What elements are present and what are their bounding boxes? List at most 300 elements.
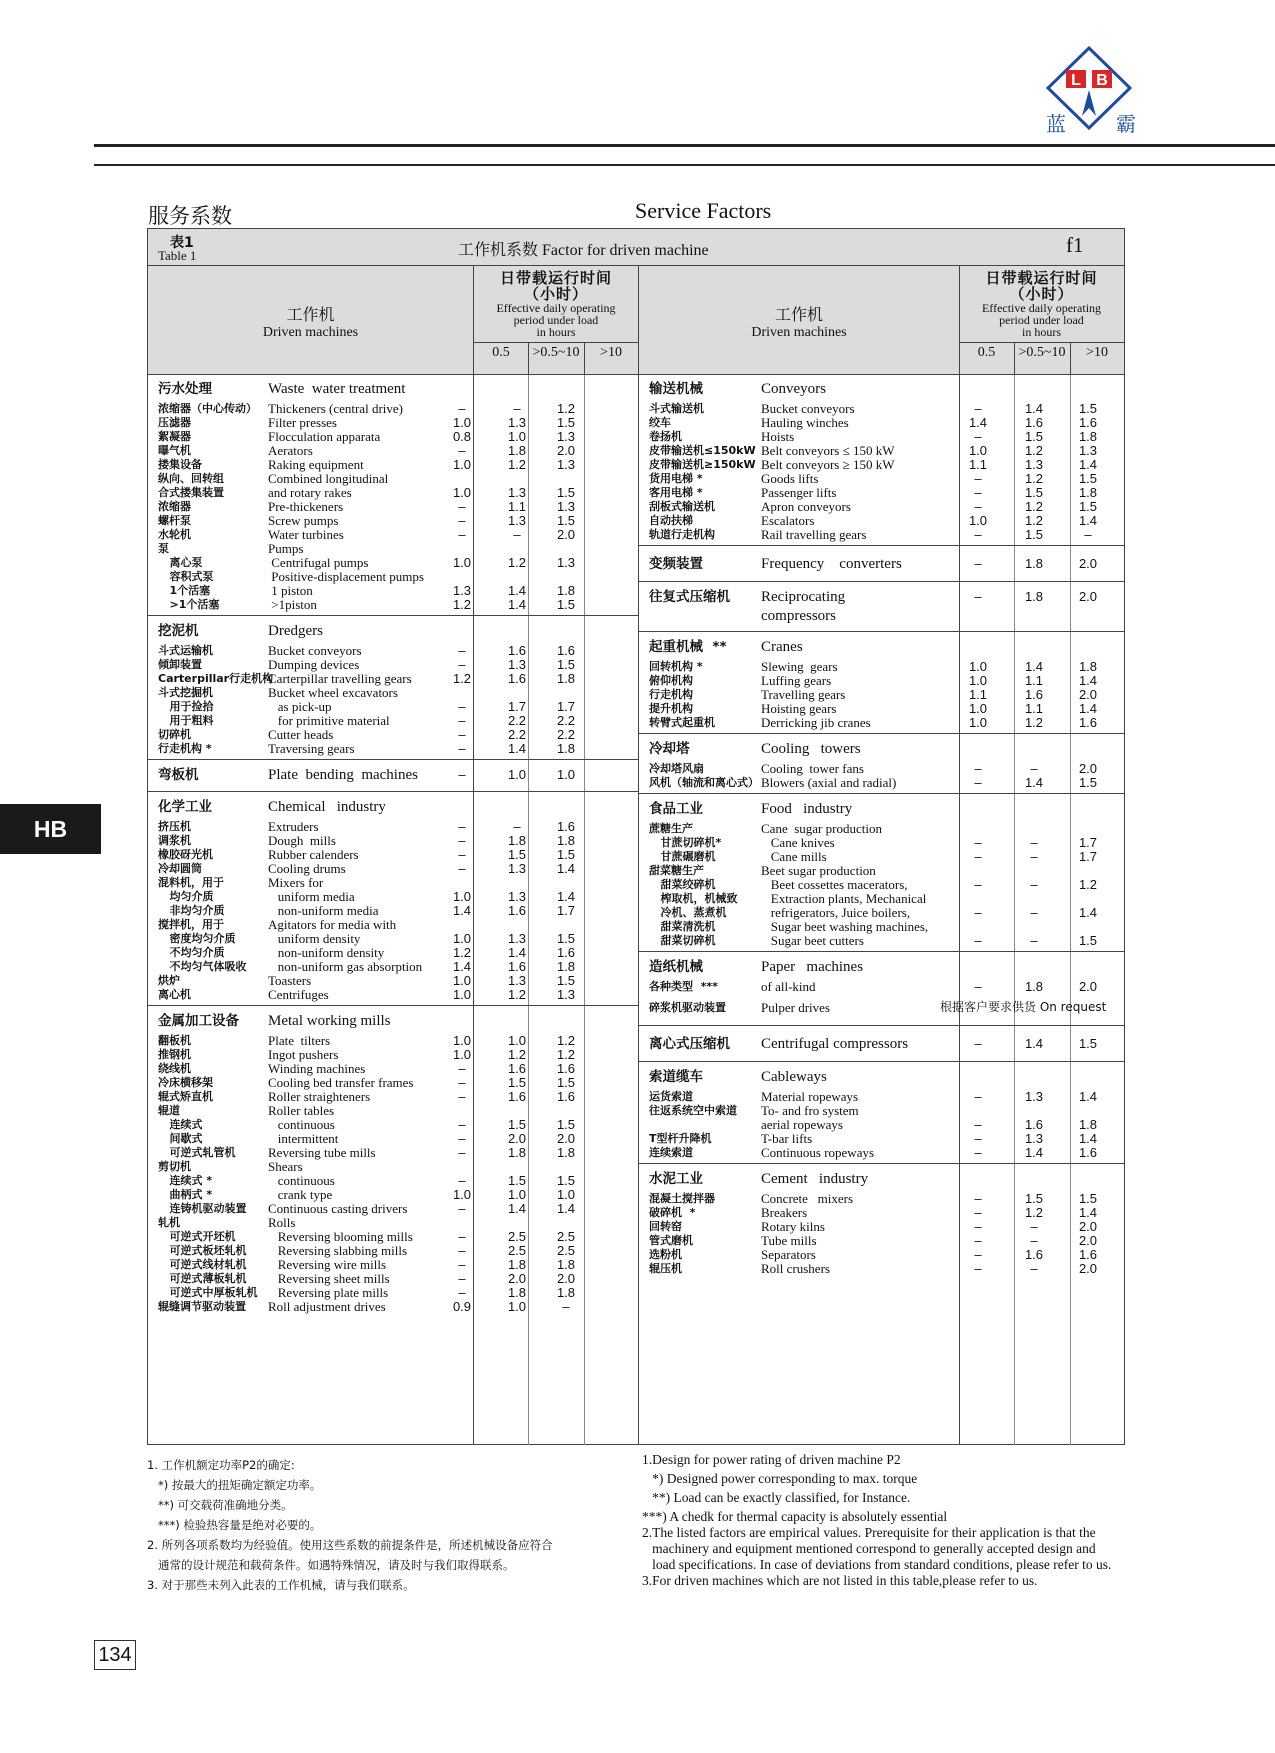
row-label-cn: 可逆式轧管机 [158,1146,236,1159]
row-label-en: Beet sugar production [761,863,876,878]
factor-value: 1.3 [507,861,527,876]
row-label-en: Traversing gears [268,741,355,756]
table-row [649,415,1124,430]
factor-value: 1.2 [507,457,527,472]
note-line-cn: **) 可交载荷准确地分类。 [147,1498,293,1512]
factor-value: – [458,657,466,672]
row-label-en: Cement industry [761,1171,869,1187]
table-row [649,401,1124,416]
table-row [158,713,638,728]
row-label-en: Waste water treatment [268,381,406,397]
row-label-en: Derricking jib cranes [761,715,871,730]
table-section-row [649,1169,1124,1189]
factor-value: 1.6 [1024,415,1044,430]
row-label-cn: 连续索道 [649,1146,693,1159]
row-label-en: Separators [761,1247,816,1262]
factor-value: – [458,1131,466,1146]
table-row [649,499,1124,514]
note-line-en: 3.For driven machines which are not listed in this table,please refer to us. [642,1573,1038,1588]
row-label-cn: 卷扬机 [649,430,682,443]
table-section-row [649,379,1124,399]
table-section-row [649,957,1124,977]
row-label-en: Escalators [761,513,815,528]
factor-value: – [1030,905,1038,920]
row-label-cn: 榨取机，机械致 [649,892,738,905]
factor-value: 1.4 [1024,659,1044,674]
table-row [158,401,638,416]
section-divider [639,1061,1124,1062]
svg-text:B: B [1096,72,1108,89]
factor-value: 1.6 [1024,1247,1044,1262]
table-row [158,903,638,918]
row-label-en: Cooling tower fans [761,761,864,776]
row-label-cn: 辊压机 [649,1262,682,1275]
factor-value: 1.0 [452,555,472,570]
factor-value: 1.5 [1024,485,1044,500]
factor-symbol: f1 [1066,233,1084,257]
table-row [158,443,638,458]
factor-value: 1.4 [452,903,472,918]
factor-value: – [974,1036,982,1051]
table-section-row [158,765,638,785]
factor-value: 1.5 [556,1173,576,1188]
table-row [158,685,638,700]
factor-value: – [974,401,982,416]
row-label-cn: 回转机构 * [649,660,703,673]
factor-value: 1.3 [1024,1131,1044,1146]
row-label-en: Mixers for [268,875,324,890]
factor-value: 1.6 [507,903,527,918]
table-section-row [649,637,1124,657]
table-row [158,699,638,714]
factor-value: 1.5 [1024,429,1044,444]
factor-value: 1.8 [507,1285,527,1300]
row-label-cn: 行走机构 [649,688,693,701]
row-label-en: Belt conveyors ≤ 150 kW [761,443,895,458]
factor-value: 1.4 [1024,1145,1044,1160]
row-label-cn: 用于捡拾 [158,700,214,713]
row-label-cn: 回转窑 [649,1220,682,1233]
row-label-en: Dough mills [268,833,336,848]
table-row [158,861,638,876]
factor-value: – [974,1233,982,1248]
row-label-en: refrigerators, Juice boilers, [761,905,911,920]
row-label-cn: 连续式 [158,1118,203,1131]
table-row [649,485,1124,500]
factor-value: – [513,819,521,834]
row-label-cn: 搂集设备 [158,458,202,471]
page-title-cn: 服务系数 [148,204,232,228]
row-label-cn: T型杆升降机 [649,1132,712,1145]
row-label-cn: 风机（轴流和离心式） [649,776,759,789]
row-label-en: continuous [268,1117,335,1132]
factor-value: 1.7 [556,699,576,714]
section-divider [639,1163,1124,1164]
row-label-cn: 絮凝器 [158,430,191,443]
section-divider [148,615,638,616]
factor-value: 1.2 [1024,443,1044,458]
factor-value: 1.0 [452,987,472,1002]
row-label-cn: 水泥工业 [649,1171,703,1187]
factor-value: – [1030,933,1038,948]
row-label-cn: 混凝土搅拌器 [649,1192,715,1205]
section-divider [639,793,1124,794]
row-label-en: Cane knives [761,835,835,850]
row-label-cn: 索道缆车 [649,1069,703,1085]
row-label-en: Rail travelling gears [761,527,867,542]
row-label-cn: Carterpillar行走机构 [158,672,274,685]
row-label-cn: 冷却塔风扇 [649,762,704,775]
note-line-cn: 3. 对于那些未列入此表的工作机械，请与我们联系。 [147,1578,415,1592]
row-label-cn: >1个活塞 [158,598,220,611]
table-row [649,821,1124,836]
factor-value: – [458,741,466,756]
factor-value: 1.1 [968,457,988,472]
row-label-cn: 往复式压缩机 [649,589,730,605]
factor-value: – [458,1173,466,1188]
factor-value: 1.4 [1078,673,1098,688]
factor-value: 1.1 [507,499,527,514]
row-label-en: Tube mills [761,1233,817,1248]
row-label-en: Rotary kilns [761,1219,825,1234]
section-divider [639,1025,1124,1026]
table-row [158,1299,638,1314]
row-label-cn: 输送机械 [649,381,703,397]
factor-value: 1.6 [1078,1145,1098,1160]
factor-value: 1.8 [507,443,527,458]
row-label-en: Plate tilters [268,1033,331,1048]
factor-value: – [974,485,982,500]
table-section-row [649,1067,1124,1087]
logo-cn-right: 霸 [1116,112,1136,136]
row-label-cn: 密度均匀介质 [158,932,236,945]
factor-value: 1.2 [1024,513,1044,528]
factor-value: 1.3 [507,657,527,672]
table-row [158,973,638,988]
factor-value: 2.0 [1078,1233,1098,1248]
factor-value: 1.0 [507,767,527,782]
factor-value: 1.8 [556,583,576,598]
factor-value: – [458,861,466,876]
factor-value: 1.0 [968,673,988,688]
row-label-en: for primitive material [268,713,390,728]
table-row [158,527,638,542]
factor-value: 1.3 [1078,443,1098,458]
row-label-cn: 俯仰机构 [649,674,693,687]
factor-value: 1.5 [1024,527,1044,542]
row-label-cn: 推钢机 [158,1048,191,1061]
factor-value: 1.4 [1024,401,1044,416]
factor-value: – [974,905,982,920]
row-label-cn: 合式搂集装置 [158,486,224,499]
factor-value: 1.6 [1024,687,1044,702]
section-divider [148,1005,638,1006]
factor-value: 1.5 [507,1075,527,1090]
row-label-en: Cane sugar production [761,821,882,836]
factor-value: 1.4 [968,415,988,430]
factor-value: 1.3 [556,457,576,472]
factor-value: 1.0 [452,415,472,430]
table-row [158,457,638,472]
table-row [649,1219,1124,1234]
row-label-en: Continuous casting drivers [268,1201,408,1216]
row-label-en: Apron conveyors [761,499,851,514]
table-row [649,775,1124,790]
row-label-en: continuous [268,1173,335,1188]
row-label-en: non-uniform gas absorption [268,959,423,974]
table-row [649,761,1124,776]
table-row [158,513,638,528]
table-label-en: Table 1 [158,248,197,263]
table-row [158,931,638,946]
factor-value: 1.2 [507,1047,527,1062]
factor-value: 1.3 [556,429,576,444]
factor-value: 1.4 [507,583,527,598]
factor-value: 1.0 [507,1299,527,1314]
factor-value: 1.4 [1024,775,1044,790]
factor-value: 1.3 [1024,457,1044,472]
row-label-cn: 皮带输送机≥150kW [649,458,756,471]
factor-value: – [974,775,982,790]
row-label-cn: 管式磨机 [649,1234,693,1247]
factor-value: 1.5 [1078,775,1098,790]
factor-value: 1.0 [556,767,576,782]
row-label-cn: 冷却圆筒 [158,862,202,875]
table-row [649,849,1124,864]
factor-value: – [974,979,982,994]
factor-value: 1.3 [556,555,576,570]
factor-value: 1.2 [1024,1205,1044,1220]
factor-value: – [458,499,466,514]
row-label-en: To- and fro system [761,1103,859,1118]
table-section-row [158,621,638,641]
table-row [158,1061,638,1076]
section-divider [639,951,1124,952]
factor-value: 2.0 [507,1131,527,1146]
factor-value: 1.4 [507,597,527,612]
factor-value: – [458,1145,466,1160]
left-sub-divider [474,342,638,343]
row-label-cn: 破碎机 * [649,1206,696,1219]
factor-value: 1.2 [1024,715,1044,730]
table-row [649,863,1124,878]
factor-value: 1.4 [507,741,527,756]
row-label-en: Cooling towers [761,741,861,757]
factor-value: – [458,1257,466,1272]
factor-value: 1.0 [452,1033,472,1048]
factor-value: – [974,471,982,486]
row-label-en: aerial ropeways [761,1117,843,1132]
table-section-row [158,797,638,817]
row-label-cn: 不均匀气体吸收 [158,960,247,973]
right-hours-header [959,270,1124,338]
factor-value: 1.2 [556,1047,576,1062]
row-label-en: Extraction plants, Mechanical [761,891,927,906]
factor-value: 1.0 [556,1187,576,1202]
header-rule-top [94,144,1275,147]
row-label-en: >1piston [268,597,317,612]
note-line-cn: ***) 检验热容量是绝对必要的。 [147,1518,322,1532]
factor-value: 1.5 [556,485,576,500]
table-row [158,945,638,960]
row-label-cn: 纵向、回转组 [158,472,224,485]
right-hours-cn1: 日带载运行时间 [985,269,1098,287]
row-label-en: Filter presses [268,415,337,430]
factor-value: 1.2 [507,987,527,1002]
row-label-cn: 转臂式起重机 [649,716,715,729]
row-label-cn: 客用电梯 * [649,486,703,499]
note-line-en: **) Load can be exactly classified, for Instance. [642,1490,911,1505]
factor-value: 1.8 [507,1257,527,1272]
factor-value: – [974,429,982,444]
row-label-en: Chemical industry [268,799,386,815]
right-sub-h3: >10 [1086,345,1108,360]
row-label-en: non-uniform density [268,945,385,960]
row-label-en: Bucket wheel excavators [268,685,398,700]
row-label-cn: 斗式运输机 [158,644,213,657]
row-label-en: Positive-displacement pumps [268,569,424,584]
factor-value: – [974,1145,982,1160]
factor-value: – [458,1201,466,1216]
table-row [158,987,638,1002]
col-divider [584,342,585,375]
factor-value: – [458,767,466,782]
factor-value: 1.5 [1078,1191,1098,1206]
factor-value: 1.3 [556,499,576,514]
row-label-cn: 造纸机械 [649,959,703,975]
factor-value: 2.0 [507,1271,527,1286]
factor-value: 2.5 [507,1243,527,1258]
row-label-cn: 冷机、蒸煮机 [649,906,727,919]
row-label-en: Roll adjustment drives [268,1299,386,1314]
factor-value: 1.5 [507,1117,527,1132]
row-label-en: Dumping devices [268,657,360,672]
row-label-en: Centrifugal compressors [761,1036,909,1052]
row-label-cn: 翻板机 [158,1034,191,1047]
right-machine-header [639,302,959,341]
factor-value: 1.8 [556,1257,576,1272]
factor-value: 1.7 [1078,849,1098,864]
factor-value: 1.5 [556,1075,576,1090]
factor-value: 1.7 [1078,835,1098,850]
row-label-cn: 剪切机 [158,1160,191,1173]
table-row [158,1103,638,1118]
table-row [158,1215,638,1230]
factor-value: 1.0 [452,1187,472,1202]
table-row [649,933,1124,948]
table-section-row [158,379,638,399]
table-row [158,847,638,862]
row-label-en: Flocculation apparata [268,429,381,444]
factor-value: 2.0 [1078,687,1098,702]
row-label-cn: 甜菜绞碎机 [649,878,716,891]
row-label-en: uniform media [268,889,355,904]
row-label-cn: 离心泵 [158,556,203,569]
row-label-en: intermittent [268,1131,339,1146]
factor-value: 2.2 [556,713,576,728]
row-label-cn: 甘蔗切碎机* [649,836,722,849]
table-row [649,1103,1124,1118]
factor-value: 1.5 [556,847,576,862]
note-line-cn: 2. 所列各项系数均为经验值。使用这些系数的前提条件是，所述机械设备应符合 [147,1538,553,1552]
row-label-cn: 化学工业 [158,799,212,815]
table-row [649,891,1124,906]
factor-value: 1.0 [452,931,472,946]
factor-value: – [1030,877,1038,892]
factor-value: 1.6 [507,1061,527,1076]
factor-value: 1.6 [507,643,527,658]
row-label-en: Conveyors [761,381,826,397]
factor-value: 1.4 [1078,1131,1098,1146]
factor-value: – [1030,1233,1038,1248]
factor-value: – [562,1299,570,1314]
factor-value: 1.6 [556,819,576,834]
side-tab: HB [0,804,101,854]
factor-value: – [1030,1261,1038,1276]
row-label-en: Carterpillar travelling gears [268,671,412,686]
factor-value: 1.0 [968,701,988,716]
row-label-en: Aerators [268,443,313,458]
row-label-en: Sugar beet washing machines, [761,919,929,934]
factor-value: 1.8 [556,833,576,848]
row-label-cn: 水轮机 [158,528,191,541]
factor-value: – [974,1117,982,1132]
right-hours-en2: period under load [999,313,1084,327]
row-label-en: Cooling bed transfer frames [268,1075,414,1090]
row-label-cn: 冷却塔 [649,741,690,757]
table-row [649,1145,1124,1160]
row-label-en: Hoisting gears [761,701,837,716]
row-label-cn: 容积式泵 [158,570,214,583]
table-caption-en: Factor for driven machine [542,242,709,259]
right-sub-h1: 0.5 [977,345,996,360]
row-label-en: Agitators for media with [268,917,397,932]
row-label-cn: 压滤器 [158,416,191,429]
row-label-en: and rotary rakes [268,485,352,500]
factor-value: 1.5 [1078,401,1098,416]
row-label-en: Dredgers [268,623,323,639]
factor-value: – [974,849,982,864]
factor-value: 1.0 [452,1047,472,1062]
factor-value: 1.6 [507,1089,527,1104]
factor-value: 1.5 [507,1173,527,1188]
factor-value: – [458,847,466,862]
table-section-row [649,554,1124,574]
row-label-en: Frequency converters [761,556,902,572]
factor-value: 1.3 [507,513,527,528]
factor-value: 1.3 [507,973,527,988]
row-label-cn: 连续式 * [158,1174,213,1187]
table-row [649,1233,1124,1248]
table-caption-bar [148,229,1124,266]
factor-value: 2.0 [1078,589,1098,604]
factor-value: – [458,443,466,458]
table-row [158,471,638,486]
factor-value: 2.0 [556,527,576,542]
row-label-cn: 碎浆机驱动装置 [649,1001,726,1014]
factor-value: 1.5 [1078,933,1098,948]
left-hours-en2: period under load [513,313,599,327]
left-sub-h2: >0.5~10 [532,345,580,360]
row-label-en: Beet cossettes macerators, [761,877,908,892]
factor-value: 1.4 [1078,457,1098,472]
factor-value: 1.0 [452,889,472,904]
factor-value: – [458,713,466,728]
right-machine-header-cn: 工作机 [774,305,823,324]
row-label-cn: 辊缝调节驱动装置 [158,1300,246,1313]
factor-value: 1.3 [1024,1089,1044,1104]
factor-value: 0.8 [452,429,472,444]
